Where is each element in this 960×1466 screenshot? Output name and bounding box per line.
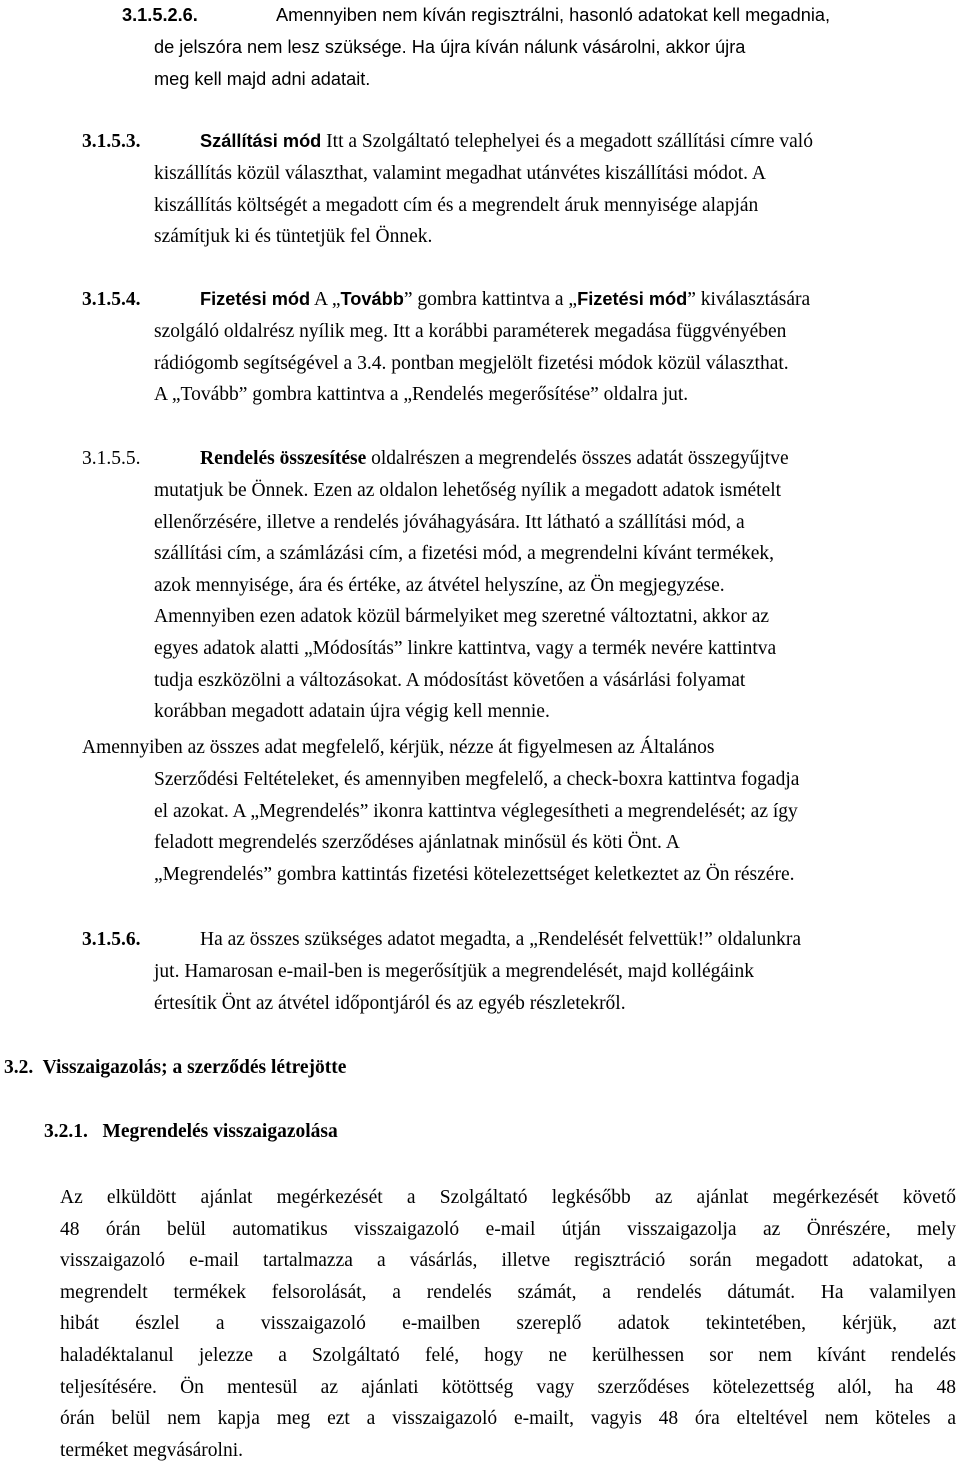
text-line: jut. Hamarosan e-mail-ben is megerősítjük a megrendelését, majd kollégáink [154,961,754,982]
text-line: ellenőrzésére, illetve a rendelés jóváhagyására. Itt látható a szállítási mód, a [154,511,745,533]
text-line: tudja eszközölni a változásokat. A módosítást követően a vásárlási folyamat [154,669,746,691]
text-line: Amennyiben nem kíván regisztrálni, hasonló adatokat kell megadnia, [276,5,831,25]
text-line: Amennyiben ezen adatok közül bármelyiket meg szeretné változtatni, akkor az [154,606,770,628]
section-number: 3.1.5.4. [82,289,141,310]
section-title: Rendelés összesítése [200,448,367,469]
text-line: hibát észlel a visszaigazoló e-mailben szereplő adatok tekintetében, kérjük, azt [60,1313,956,1335]
heading-3-2: 3.2. Visszaigazolás; a szerződés létrejötte [4,1057,347,1078]
section-text [154,158,950,253]
text-line: korábban megadott adatain újra végig kell mennie. [154,701,550,723]
text-line: rádiógomb segítségével a 3.4. pontban megjelölt fizetési módok közül választhat. [154,352,789,374]
page-name-fizetesi-mod: Fizetési mód [577,289,688,309]
text-line: meg kell majd adni adatait. [154,68,371,89]
section-first-line [200,284,950,316]
text-line: mutatjuk be Önnek. Ezen az oldalon lehetőség nyílik a megadott adatok ismételt [154,480,782,501]
text-line: értesítik Önt az átvétel időpontjáról és az egyéb részletekről. [154,992,626,1014]
text-line: egyes adatok alatti „Módosítás” linkre kattintva, vagy a termék nevére kattintva [154,637,777,659]
text-line: feladott megrendelés szerződéses ajánlatnak minősül és köti Önt. A [154,832,680,854]
text-line: Ha az összes szükséges adatot megadta, a „Rendelését felvettük!” oldalunkra [200,929,802,950]
text-run: oldalrészen a megrendelés összes adatát összegyűjtve [366,448,789,469]
text-line: teljesítésére. Ön mentesül az ajánlati kötöttség vagy szerződéses kötelezettség alól, ha 48 [60,1376,956,1398]
section-text-continued [154,32,950,95]
text-line: számítjuk ki és tüntetjük fel Önnek. [154,226,433,248]
text-line: Amennyiben az összes adat megfelelő, kérjük, nézze át figyelmesen az Általános [82,737,715,758]
section-first-line [200,443,950,475]
button-name-tovabb: Tovább [340,289,404,309]
section-first-line [200,126,950,158]
text-line: A „Tovább” gombra kattintva a „Rendelés megerősítése” oldalra jut. [154,384,689,406]
section-number: 3.1.5.2.6. [122,5,198,25]
section-number: 3.1.5.3. [82,131,141,152]
paragraph-visszaigazolas [60,1182,956,1466]
text-line: azok mennyisége, ára és értéke, az átvétel helyszíne, az Ön megjegyzése. [154,574,725,596]
section-title: Szállítási mód [200,131,322,151]
text-line: visszaigazoló e-mail tartalmazza a vásárlás, illetve regisztráció során megadott adatokat, a [60,1250,956,1272]
text-line: órán belül nem kapja meg ezt a visszaigazoló e-mailt, vagyis 48 óra elteltével nem köteles a [60,1408,956,1430]
text-line: de jelszóra nem lesz szüksége. Ha újra kíván nálunk vásárolni, akkor újra [154,37,746,57]
text-line: terméket megvásárolni. [60,1439,244,1461]
text-line: el azokat. A „Megrendelés” ikonra kattintva véglegesítheti a megrendelését; az így [154,800,798,822]
section-text [154,475,950,728]
section-number: 3.1.5.6. [82,929,141,950]
text-line: kiszállítás költségét a megadott cím és a megrendelt áruk mennyisége alapján [154,194,759,216]
text-line: megrendelt termékek felsorolását, a rendelés számát, a rendelés dátumát. Ha valamilyen [60,1281,956,1303]
paragraph-text [154,764,950,890]
section-number: 3.1.5.5. [82,448,141,469]
text-run: ” kiválasztására [687,289,811,310]
text-line: Az elküldött ajánlat megérkezését a Szolgáltató legkésőbb az ajánlat megérkezését követő [60,1187,956,1208]
text-line: kiszállítás közül választhat, valamint megadhat utánvétes kiszállítási módot. A [154,163,766,184]
text-line: Szerződési Feltételeket, és amennyiben megfelelő, a check-boxra kattintva fogadja [154,769,800,790]
text-run: Itt a Szolgáltató telephelyei és a megadott szállítási címre való [321,131,813,152]
text-line: szolgáló oldalrész nyílik meg. Itt a korábbi paraméterek megadása függvényében [154,321,787,342]
paragraph-first-line [82,732,950,764]
section-text [276,0,950,32]
section-text [154,956,950,1019]
text-line: szállítási cím, a számlázási cím, a fizetési mód, a megrendelni kívánt termékek, [154,543,774,565]
section-text [154,316,950,411]
text-run: ” gombra kattintva a „ [403,289,578,310]
text-line: „Megrendelés” gombra kattintás fizetési kötelezettséget keletkeztet az Ön részére. [154,863,795,885]
heading-3-2-1: 3.2.1. Megrendelés visszaigazolása [44,1121,338,1142]
text-run: A „ [310,289,341,310]
text-line: haladéktalanul jelezze a Szolgáltató felé, hogy ne kerülhessen sor nem kívánt rendelés [60,1344,956,1366]
section-first-line [200,924,950,956]
text-line: 48 órán belül automatikus visszaigazoló e-mail útján visszaigazolja az Önrészére, mely [60,1218,956,1240]
section-title: Fizetési mód [200,289,311,309]
